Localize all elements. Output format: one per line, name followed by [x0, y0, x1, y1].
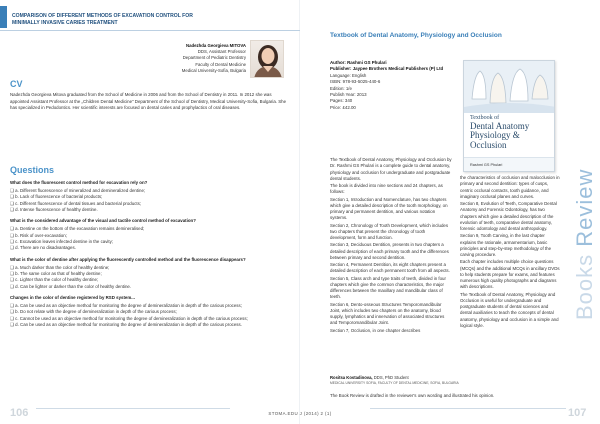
review-paragraph: The book is divided into nine sections and 24 chapters, as follows: [330, 183, 443, 195]
page-number-left: 106 [10, 407, 29, 419]
author-line: Department of Pediatric Dentistry [182, 55, 246, 61]
book-cover [463, 60, 555, 172]
review-paragraph: The Textbook of Dental Anatomy, Physiology and Occlusion by Dr. Rashmi GS Phulari is a complete guide to dental anatomy, physiology and occlusion for undergraduate and postgraduate dental students. [330, 157, 452, 181]
reviewer-name: Rositsa Kostadinova, [330, 375, 373, 380]
author-line: DDS, Assistant Professor [197, 49, 246, 55]
question-option[interactable]: ❑ c. Lighter than the color of healthy dentine; [10, 277, 99, 283]
question-option[interactable]: ❑ b. Do not relate with the degree of demineralization in depth of the carious process; [10, 309, 177, 315]
book-title: Textbook of Dental Anatomy, Physiology and Occlusion [330, 32, 502, 39]
author-photo [250, 40, 284, 78]
question-option[interactable]: ❑ a. Much darker than the color of healthy dentine; [10, 264, 110, 270]
questions-heading: Questions [10, 165, 55, 175]
cv-text: Nadezhda Georgieva Mitova graduated from the School of Medicine in 2006 and from the School of Dentistry in 2011. In 2012 she was appointed Assistant Professor at the „Children Dental Medicine" Department of the School of Dentistry, Medical University-Sofia, Bulgaria. She has specialized in Pedodontics. Her scientific interests are focused on dental caries and prophylactics of oral diseases. [10, 92, 287, 111]
cover-author: Rashmi GS Phulari [470, 163, 503, 167]
header-accent-bar [0, 6, 7, 28]
meta-price: Price: £42.00 [330, 104, 356, 110]
side-section-title [572, 169, 598, 320]
question-option[interactable]: ❑ d. Can be used as an objective method for monitoring the degree of demineralization in depth of the carious process. [10, 322, 242, 328]
question-text: Changes in the color of dentine registered by RSD system... [10, 295, 135, 301]
question-text: What does the fluorescent control method for excavation rely on? [10, 180, 148, 185]
question-option[interactable]: ❑ a. Different fluorescence of mineralized and demineralized dentine; [10, 187, 146, 193]
meta-author: Author: Rashmi GS Phulari [330, 60, 387, 65]
footer-rule-right [370, 408, 566, 409]
question-option[interactable]: ❑ d. There are no disadvantages. [10, 245, 76, 251]
questions-list [10, 180, 292, 334]
review-paragraph: Each chapter includes multiple choice questions (MCQs) and the additional MCQs in ancillary DVDs to help students prepare for exams, and features numerous high quality photographs and diagrams with descriptions. [460, 259, 560, 290]
question-item [10, 180, 292, 213]
meta-year: Publish Year: 2013 [330, 91, 367, 97]
question-option[interactable]: ❑ d. Can be lighter or darker than the color of healthy dentine. [10, 283, 132, 289]
side-title-part2: Review [572, 168, 597, 247]
review-paragraph: Section 9, Tooth Carving, in the last chapter explains the rationale, armamentarium, basic principles and step-by-step methodology of the carving procedure. [460, 233, 552, 257]
journal-citation: STOMA.EDU J (2014) 2 (1) [268, 411, 332, 416]
review-column-2 [460, 175, 560, 330]
cover-teeth-illustration [464, 61, 555, 113]
reviewer-affiliation: MEDICAL UNIVERSITY SOFIA, FACULTY OF DENTAL MEDICINE, SOFIA, BULGARIA [330, 380, 459, 385]
reviewer-title: DDS, PhD Student [373, 375, 409, 380]
question-item [10, 257, 292, 290]
author-name: Nadezhda Georgieva MITOVA [185, 43, 246, 48]
meta-isbn: ISBN: 978-93-5025-440-6 [330, 79, 381, 85]
author-info [126, 43, 246, 74]
question-option[interactable]: ❑ c. Cannot be used as an objective method for monitoring the degree of demineralization in depth of the carious process; [10, 315, 248, 321]
page-number-right: 107 [568, 407, 587, 419]
cv-heading: CV [10, 79, 23, 89]
meta-pages: Pages: 340 [330, 98, 353, 104]
question-text: What is the considered advantage of the visual and tactile control method of excavation? [10, 218, 196, 224]
question-option[interactable]: ❑ b. The same color as that of healthy dentine; [10, 271, 102, 276]
meta-edition: Edition: 1/e [330, 85, 352, 91]
side-title-part1: Books [572, 246, 597, 320]
footer-rule-left [36, 408, 230, 409]
question-option[interactable]: ❑ a. Can be used as an objective method for monitoring the degree of demineralization in depth of the carious process; [10, 303, 242, 308]
review-note: The Book Review is drafted in the reviewer's own wording and illustrated his opinion. [330, 393, 495, 398]
review-paragraph: the characteristics of occlusion and malocclusion in primary and second dentition: types of cusps, centric occlusal contacts, tooth guidance, and imaginary occlusal planes and curves. [460, 175, 560, 199]
question-option[interactable]: ❑ b. Lack of fluorescence of bacterial products; [10, 194, 103, 200]
cover-line2: Dental Anatomy Physiology & Occlusion [470, 121, 530, 150]
header-divider [0, 30, 300, 31]
review-paragraph: Section 5, Class arch and type traits of teeth, divided in four chapters which give the common characteristics, the major differences between the maxillary and mandibular class of teeth. [330, 275, 446, 300]
cover-band [464, 157, 555, 171]
review-paragraph: Section 4, Permanent Dentition, its eight chapters present a detailed description of each permanent tooth from all aspects. [330, 262, 450, 274]
question-option[interactable]: ❑ d. Intense fluorescence of healthy dentine. [10, 207, 98, 212]
question-option[interactable]: ❑ c. Different fluorescence of dental tissues and bacterial products; [10, 200, 142, 206]
running-header: COMPARISON OF DIFFERENT METHODS OF EXCAVATION CONTROL FOR MINIMALLY INVASIVE CARIES TREATMENT [12, 13, 193, 26]
question-item [10, 218, 292, 251]
right-page [300, 0, 600, 424]
author-line: Faculty of Dental Medicine [195, 61, 246, 67]
review-column-1 [330, 157, 452, 335]
author-line: Medical University-Sofia, Bulgaria [181, 67, 246, 73]
review-paragraph: Section 3, Deciduous Dentition, presents in two chapters a detailed description of each primary tooth and the differences between primary and second dentition. [330, 242, 449, 260]
review-paragraph: Section 2, Chronology of Tooth Development, which includes two chapters that present the chronology of tooth development, form and function. [330, 222, 449, 240]
cover-line1: Textbook of [470, 115, 500, 121]
question-item [10, 295, 292, 328]
question-option[interactable]: ❑ a. Dentine on the bottom of the excavation remains demineralised; [10, 226, 145, 232]
question-option[interactable]: ❑ c. Excavation leaves infected dentine in the cavity; [10, 239, 114, 244]
review-paragraph: Section 8, Evolution of Teeth, Comparative Dental Anatomy and Forensic Odontology, has two chapters which give a detailed description of the evolution of teeth, comparative dental anatomy, forensic odontology and dental anthropology. [460, 201, 557, 231]
reviewer-signature [330, 375, 530, 385]
meta-language: Language: English [330, 72, 367, 78]
review-paragraph: Section 1, Introduction and Nomenclature, has two chapters which give a detailed description of the tooth morphology, on primary and permanent dentition, and various notation systems. [330, 196, 448, 221]
question-text: What is the color of dentine after applying the fluorescently controlled method and the fluorescence disappears? [10, 256, 246, 262]
question-option[interactable]: ❑ b. Risk of over-excavation; [10, 232, 67, 238]
book-meta [330, 60, 450, 111]
meta-publisher: Publisher: Jaypee Brothers Medical Publishers (P) Ltd [330, 66, 444, 72]
review-paragraph: Section 6, Dento-osseous Structures Temporomandibular Joint, which includes two chapters on the anatomy, blood supply, lymphatics and innervation of associated structures and Temporomandibular Joint. [330, 301, 445, 326]
review-paragraph: The Textbook of Dental Anatomy, Physiology and Occlusion is useful for undergraduate and postgraduate students of dental sciences and dental auxiliaries to teach the concepts of dental anatomy, physiology and occlusion in a simple and logical style. [460, 291, 559, 328]
review-paragraph: Section 7, Occlusion, in one chapter describes [330, 327, 421, 333]
